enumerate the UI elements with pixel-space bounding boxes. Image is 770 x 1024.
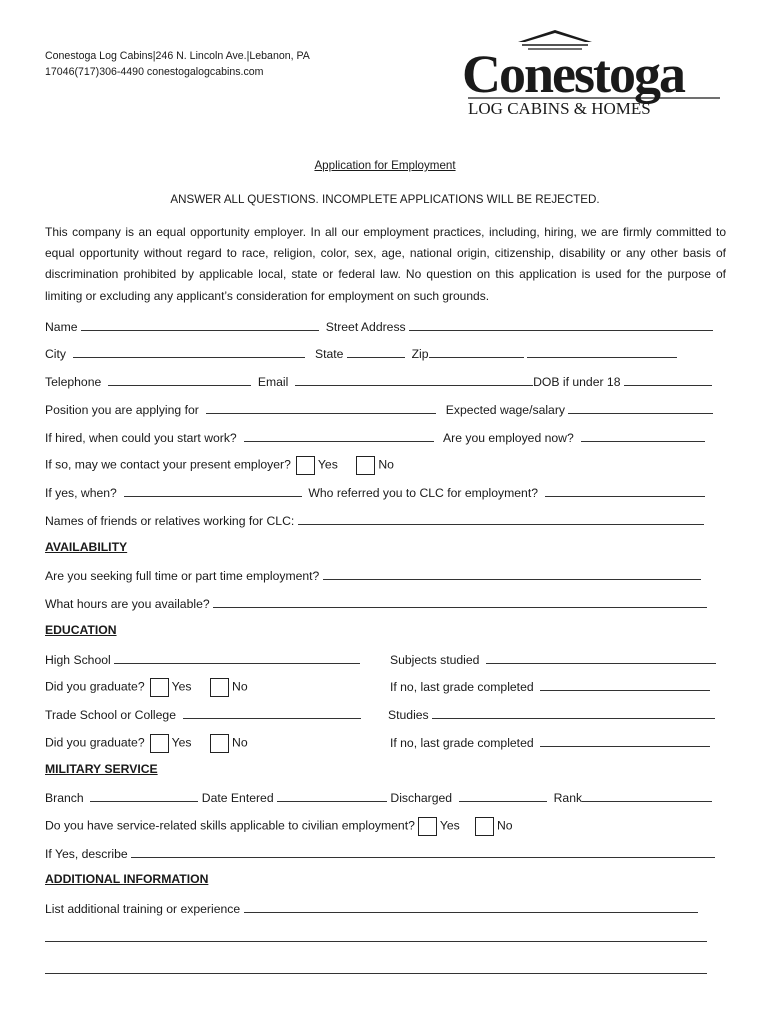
date-entered-field[interactable] (277, 789, 387, 802)
hs-graduate-label: Did you graduate? (45, 679, 145, 694)
fulltime-label: Are you seeking full time or part time employment? (45, 569, 320, 583)
describe-label: If Yes, describe (45, 847, 128, 861)
subjects-field[interactable] (486, 651, 716, 664)
contact-no-label: No (378, 457, 394, 472)
row-describe (45, 845, 715, 862)
row-contact (45, 456, 394, 475)
row-start (45, 429, 705, 446)
eeo-statement: This company is an equal opportunity employer. In all our employment practices, including, hiring, we are firmly committed to equal opportunity without regard to race, religion, color, sex, age, national origin, citizenship, disability or any other basis of discrimination prohibited by applicable local, state or federal law. No question on this application is used for the purpose of limiting or excluding any applicant’s consideration for employment on such grounds. (45, 225, 726, 303)
row-subjects (390, 651, 716, 668)
military-heading: MILITARY SERVICE (45, 762, 158, 776)
name-label: Name (45, 320, 78, 334)
employed-field[interactable] (581, 429, 705, 442)
company-contact: 17046(717)306-4490 conestogalogcabins.com (45, 66, 264, 78)
dob-label: DOB if under 18 (533, 375, 621, 389)
page-title: Application for Employment (314, 159, 456, 172)
training-line-2[interactable] (45, 940, 707, 942)
row-studies (388, 706, 715, 723)
row-hours (45, 595, 707, 612)
availability-heading: AVAILABILITY (45, 540, 128, 554)
education-heading: EDUCATION (45, 623, 117, 637)
skills-no-checkbox[interactable] (475, 817, 494, 836)
trade-last-grade-label: If no, last grade completed (390, 736, 534, 750)
contact-no-checkbox[interactable] (356, 456, 375, 475)
trade-graduate-no-checkbox[interactable] (210, 734, 229, 753)
contact-yes-label: Yes (317, 457, 338, 472)
date-entered-label: Date Entered (201, 791, 274, 805)
row-fulltime (45, 567, 701, 584)
training-field[interactable] (244, 900, 698, 913)
friends-field[interactable] (298, 512, 704, 525)
logo-wordmark: Conestoga (462, 44, 684, 104)
trade-label: Trade School or College (45, 708, 176, 722)
hs-last-grade-label: If no, last grade completed (390, 680, 534, 694)
contact-yes-checkbox[interactable] (296, 456, 315, 475)
state-label: State (314, 347, 344, 361)
row-high-school (45, 651, 360, 668)
wage-label: Expected wage/salary (445, 403, 565, 417)
row-hs-last-grade (390, 678, 710, 695)
high-school-field[interactable] (114, 651, 360, 664)
row-when (45, 484, 705, 501)
company-address: Conestoga Log Cabins|246 N. Lincoln Ave.|Lebanon, PA (45, 50, 310, 62)
row-city (45, 345, 677, 362)
when-field[interactable] (124, 484, 302, 497)
friends-label: Names of friends or relatives working for CLC: (45, 514, 295, 528)
hours-label: What hours are you available? (45, 597, 210, 611)
wage-field[interactable] (568, 401, 713, 414)
logo-tagline: LOG CABINS & HOMES (468, 99, 651, 118)
branch-field[interactable] (90, 789, 198, 802)
zip-ext-field[interactable] (527, 345, 677, 358)
trade-graduate-label: Did you graduate? (45, 735, 145, 750)
studies-field[interactable] (432, 706, 715, 719)
trade-last-grade-field[interactable] (540, 734, 710, 747)
row-trade (45, 706, 361, 723)
rank-label: Rank (553, 791, 583, 805)
skills-yes-label: Yes (439, 818, 460, 833)
describe-field[interactable] (131, 845, 715, 858)
contact-label: If so, may we contact your present employer? (45, 457, 291, 472)
branch-label: Branch (45, 791, 84, 805)
name-field[interactable] (81, 318, 319, 331)
fulltime-field[interactable] (323, 567, 701, 580)
hours-field[interactable] (213, 595, 707, 608)
instruction-text: ANSWER ALL QUESTIONS. INCOMPLETE APPLICATIONS WILL BE REJECTED. (170, 193, 600, 206)
position-label: Position you are applying for (45, 403, 199, 417)
referred-label: Who referred you to CLC for employment? (308, 486, 539, 500)
telephone-field[interactable] (108, 373, 251, 386)
row-skills (45, 817, 513, 836)
trade-graduate-yes-label: Yes (171, 735, 192, 750)
row-trade-graduate (45, 734, 248, 753)
telephone-label: Telephone (45, 375, 102, 389)
additional-heading: ADDITIONAL INFORMATION (45, 872, 209, 886)
row-position (45, 401, 713, 418)
rank-field[interactable] (582, 789, 712, 802)
position-field[interactable] (206, 401, 436, 414)
start-label: If hired, when could you start work? (45, 431, 237, 445)
trade-field[interactable] (183, 706, 361, 719)
row-telephone (45, 373, 712, 390)
high-school-label: High School (45, 653, 111, 667)
row-trade-last-grade (390, 734, 710, 751)
row-friends (45, 512, 704, 529)
trade-graduate-yes-checkbox[interactable] (150, 734, 169, 753)
hs-graduate-no-label: No (232, 679, 248, 694)
zip-label: Zip (411, 347, 429, 361)
skills-yes-checkbox[interactable] (418, 817, 437, 836)
hs-graduate-yes-label: Yes (171, 679, 192, 694)
hs-last-grade-field[interactable] (540, 678, 710, 691)
referred-field[interactable] (545, 484, 705, 497)
conestoga-logo (460, 28, 726, 120)
row-military (45, 789, 712, 806)
street-label: Street Address (325, 320, 406, 334)
discharged-field[interactable] (459, 789, 547, 802)
row-training (45, 900, 698, 917)
training-label: List additional training or experience (45, 902, 241, 916)
street-field[interactable] (409, 318, 713, 331)
dob-field[interactable] (624, 373, 712, 386)
when-label: If yes, when? (45, 486, 117, 500)
hs-graduate-yes-checkbox[interactable] (150, 678, 169, 697)
email-label: Email (257, 375, 289, 389)
subjects-label: Subjects studied (390, 653, 480, 667)
city-field[interactable] (73, 345, 305, 358)
skills-no-label: No (496, 818, 513, 833)
training-line-3[interactable] (45, 972, 707, 974)
email-field[interactable] (295, 373, 533, 386)
studies-label: Studies (388, 708, 429, 722)
discharged-label: Discharged (390, 791, 453, 805)
row-hs-graduate (45, 678, 248, 697)
trade-graduate-no-label: No (232, 735, 248, 750)
zip-field[interactable] (429, 345, 524, 358)
state-field[interactable] (347, 345, 405, 358)
start-field[interactable] (244, 429, 434, 442)
skills-label: Do you have service-related skills applicable to civilian employment? (45, 818, 415, 833)
row-name (45, 318, 713, 335)
hs-graduate-no-checkbox[interactable] (210, 678, 229, 697)
city-label: City (45, 347, 66, 361)
employed-label: Are you employed now? (443, 431, 574, 445)
